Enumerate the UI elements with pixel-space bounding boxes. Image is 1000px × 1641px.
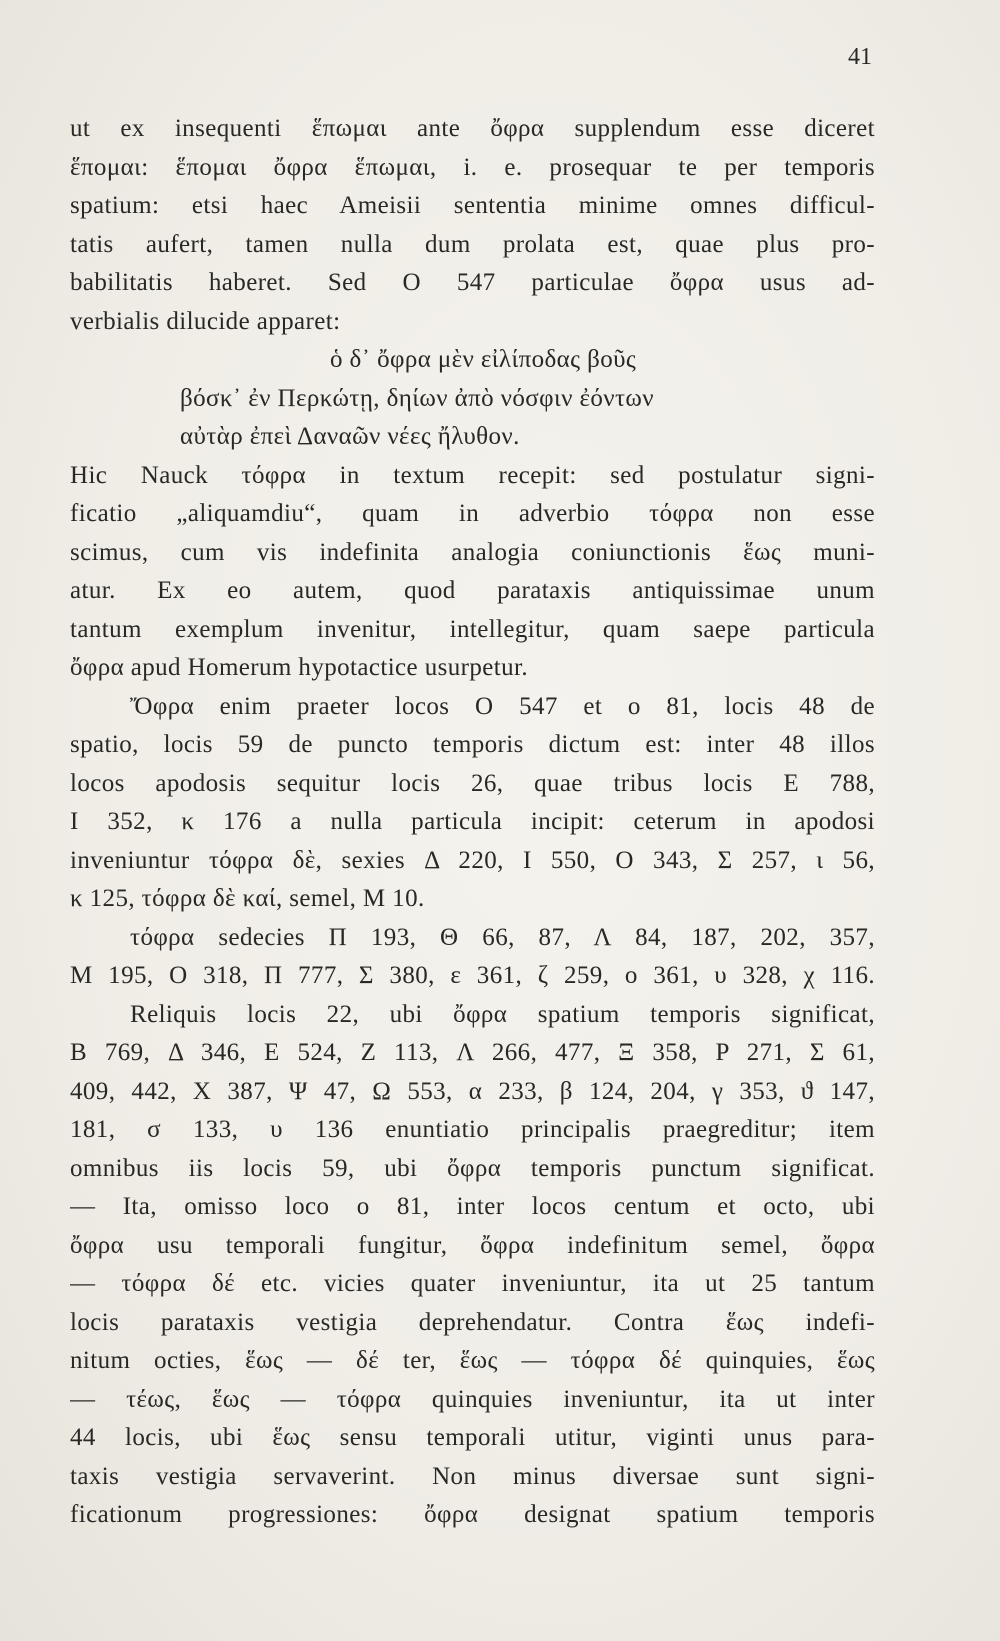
text-line: M 195, O 318, Π 777, Σ 380, ε 361, ζ 259, ο 361, υ 328, χ 116. — [70, 962, 875, 989]
text-line: — τέως, ἕως — τόφρα quinquies inveniuntur, ita ut inter — [70, 1385, 875, 1413]
text-line: locis parataxis vestigia deprehendatur. Contra ἕως indefi- — [70, 1308, 875, 1336]
text-line: — Ita, omisso loco o 81, inter locos centum et octo, ubi — [70, 1193, 875, 1220]
body-text — [70, 110, 875, 1535]
text-line: babilitatis haberet. Sed O 547 particulae ὄφρα usus ad- — [70, 269, 875, 296]
text-line: I 352, κ 176 a nulla particula incipit: ceterum in apodosi — [70, 808, 875, 835]
text-line: B 769, Δ 346, E 524, Z 113, Λ 266, 477, Ξ 358, P 271, Σ 61, — [70, 1039, 875, 1066]
text-line: locos apodosis sequitur locis 26, quae tribus locis E 788, — [70, 769, 875, 797]
text-line: κ 125, τόφρα δὲ καί, semel, M 10. — [70, 885, 425, 912]
text-line: omnibus iis locis 59, ubi ὄφρα temporis punctum significat. — [70, 1154, 875, 1182]
text-line: verbialis dilucide apparet: — [70, 307, 341, 335]
text-line: tatis aufert, tamen nulla dum prolata est, quae plus pro- — [70, 230, 875, 258]
text-line: 181, σ 133, υ 136 enuntiatio principalis praegreditur; item — [70, 1116, 875, 1143]
text-line: ὄφρα usu temporali fungitur, ὄφρα indefinitum semel, ὄφρα — [70, 1231, 875, 1259]
text-line: ἕπομαι: ἕπομαι ὄφρα ἕπωμαι, i. e. prosequar te per temporis — [70, 153, 875, 181]
text-line: ficationum progressiones: ὄφρα designat spatium temporis — [70, 1501, 875, 1528]
text-line: ὁ δ᾽ ὄφρα μὲν εἰλίποδας βοῦς — [330, 346, 637, 373]
text-line: ut ex insequenti ἕπωμαι ante ὄφρα supplendum esse diceret — [70, 115, 875, 142]
text-line: atur. Ex eo autem, quod parataxis antiquissimae unum — [70, 577, 875, 604]
text-line: inveniuntur τόφρα δὲ, sexies Δ 220, I 550, O 343, Σ 257, ι 56, — [70, 846, 875, 874]
text-line: Hic Nauck τόφρα in textum recepit: sed postulatur signi- — [70, 461, 875, 489]
text-line: tantum exemplum invenitur, intellegitur, quam saepe particula — [70, 615, 875, 643]
text-line: τόφρα sedecies Π 193, Θ 66, 87, Λ 84, 187, 202, 357, — [130, 923, 875, 951]
text-line: 44 locis, ubi ἕως sensu temporali utitur, viginti unus para- — [70, 1424, 875, 1451]
text-line: Ὄφρα enim praeter locos O 547 et o 81, locis 48 de — [130, 692, 875, 720]
text-line: spatio, locis 59 de puncto temporis dictum est: inter 48 illos — [70, 731, 875, 758]
text-line: ficatio „aliquamdiu“, quam in adverbio τόφρα non esse — [70, 500, 875, 527]
text-line: — τόφρα δέ etc. vicies quater inveniuntur, ita ut 25 tantum — [70, 1270, 875, 1297]
text-line: βόσκ᾽ ἐν Περκώτῃ, δηίων ἀπὸ νόσφιν ἐόντων — [180, 384, 654, 412]
text-line: nitum octies, ἕως — δέ ter, ἕως — τόφρα δέ quinquies, ἕως — [70, 1347, 875, 1374]
text-line: spatium: etsi haec Ameisii sententia minime omnes difficul- — [70, 192, 875, 219]
text-line: αὐτὰρ ἐπεὶ Δαναῶν νέες ἤλυθον. — [180, 423, 520, 450]
text-line: 409, 442, X 387, Ψ 47, Ω 553, α 233, β 124, 204, γ 353, ϑ 147, — [70, 1077, 875, 1105]
page-number: 41 — [848, 44, 872, 70]
text-line: taxis vestigia servaverint. Non minus diversae sunt signi- — [70, 1462, 875, 1490]
text-line: Reliquis locis 22, ubi ὄφρα spatium temporis significat, — [130, 1000, 875, 1028]
text-line: ὄφρα apud Homerum hypotactice usurpetur. — [70, 654, 528, 681]
text-line: scimus, cum vis indefinita analogia coniunctionis ἕως muni- — [70, 538, 875, 566]
